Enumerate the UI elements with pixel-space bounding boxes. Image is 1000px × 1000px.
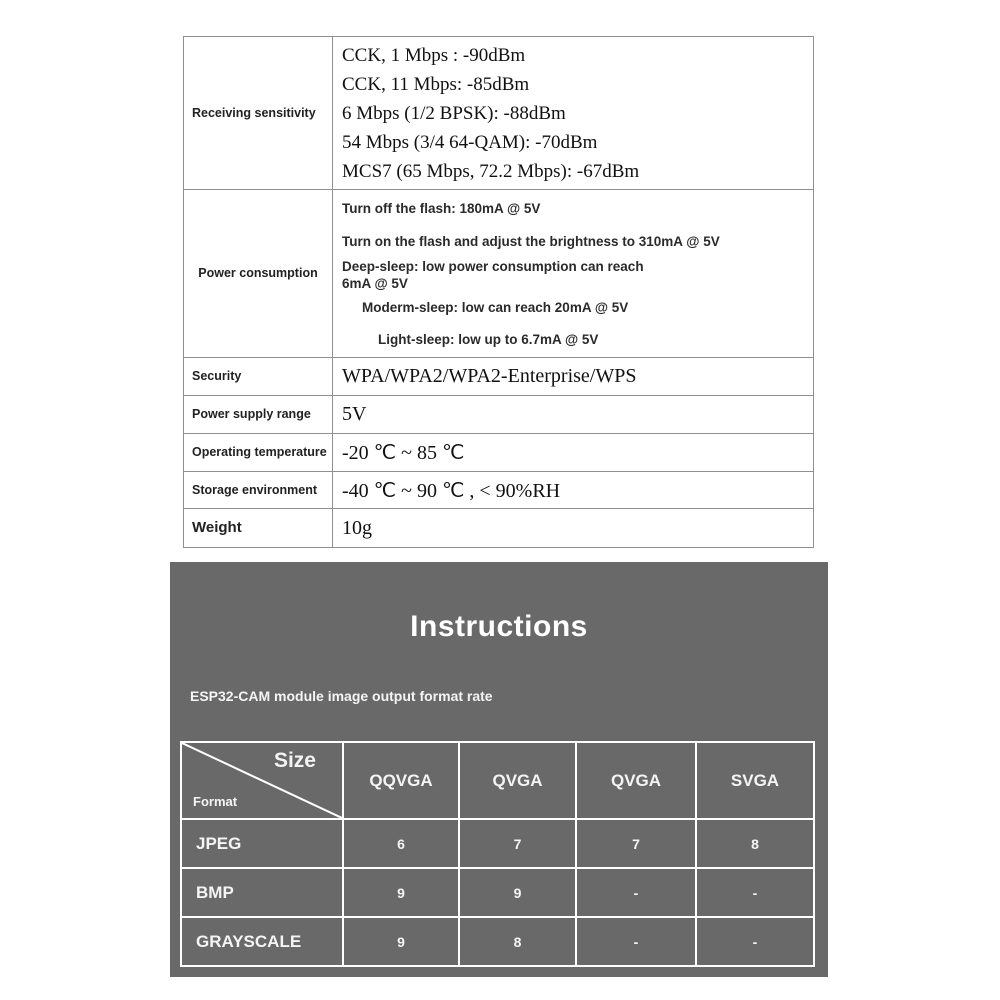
spec-label: Operating temperature bbox=[184, 434, 333, 471]
column-header: QQVGA bbox=[343, 742, 459, 819]
format-table-row-grayscale bbox=[181, 917, 814, 966]
spec-value-line: 6 Mbps (1/2 BPSK): -88dBm bbox=[342, 102, 566, 124]
spec-value-line: MCS7 (65 Mbps, 72.2 Mbps): -67dBm bbox=[342, 160, 640, 182]
column-header: SVGA bbox=[696, 742, 814, 819]
corner-size-label: Size bbox=[273, 749, 316, 772]
row-label: JPEG bbox=[181, 819, 343, 868]
spec-label: Power supply range bbox=[184, 396, 333, 433]
table-value: 7 bbox=[459, 819, 576, 868]
spec-value-line: CCK, 11 Mbps: -85dBm bbox=[342, 73, 530, 95]
spec-value-text: WPA/WPA2/WPA2-Enterprise/WPS bbox=[342, 365, 637, 387]
table-value: - bbox=[576, 868, 696, 917]
row-label: BMP bbox=[181, 868, 343, 917]
spec-value-text: 10g bbox=[342, 516, 372, 539]
table-value: 9 bbox=[343, 917, 459, 966]
spec-value bbox=[333, 396, 813, 433]
format-table-row-bmp bbox=[181, 868, 814, 917]
spec-label: Security bbox=[184, 358, 333, 395]
spec-value-text: 5V bbox=[342, 403, 367, 425]
table-value: 7 bbox=[576, 819, 696, 868]
spec-value-line: Turn off the flash: 180mA @ 5V bbox=[342, 200, 541, 216]
spec-table bbox=[183, 36, 814, 548]
spec-value bbox=[333, 358, 813, 395]
format-table-header-row bbox=[181, 742, 814, 819]
instructions-panel bbox=[170, 562, 828, 977]
spec-label: Receiving sensitivity bbox=[184, 37, 333, 189]
spec-value-line: Moderm-sleep: low can reach 20mA @ 5V bbox=[362, 299, 629, 315]
corner-cell bbox=[181, 742, 343, 819]
spec-row-operating-temperature bbox=[184, 434, 813, 472]
format-table-row-jpeg bbox=[181, 819, 814, 868]
spec-value bbox=[333, 509, 813, 547]
table-value: - bbox=[696, 917, 814, 966]
spec-label: Power consumption bbox=[184, 190, 333, 357]
spec-value-line: CCK, 1 Mbps : -90dBm bbox=[342, 44, 526, 66]
table-value: - bbox=[696, 868, 814, 917]
spec-row-storage-environment bbox=[184, 472, 813, 509]
spec-value-text: -40 ℃ ~ 90 ℃ , < 90%RH bbox=[342, 479, 561, 502]
table-value: 8 bbox=[696, 819, 814, 868]
table-value: 6 bbox=[343, 819, 459, 868]
column-header: QVGA bbox=[459, 742, 576, 819]
spec-row-weight bbox=[184, 509, 813, 547]
spec-label: Weight bbox=[184, 509, 333, 547]
corner-format-label: Format bbox=[193, 794, 238, 809]
table-value: 8 bbox=[459, 917, 576, 966]
column-header: QVGA bbox=[576, 742, 696, 819]
instructions-subtitle: ESP32-CAM module image output format rate bbox=[190, 688, 493, 704]
row-label: GRAYSCALE bbox=[181, 917, 343, 966]
spec-label: Storage environment bbox=[184, 472, 333, 508]
spec-value-text: -20 ℃ ~ 85 ℃ bbox=[342, 442, 465, 464]
spec-row-security bbox=[184, 358, 813, 396]
table-value: 9 bbox=[343, 868, 459, 917]
spec-value-line: Turn on the flash and adjust the brightness to 310mA @ 5V bbox=[342, 233, 720, 249]
spec-row-power-consumption bbox=[184, 190, 813, 358]
spec-value bbox=[333, 472, 813, 508]
spec-value-line: 6mA @ 5V bbox=[342, 275, 408, 291]
instructions-title: Instructions bbox=[410, 610, 588, 643]
spec-value-line: Light-sleep: low up to 6.7mA @ 5V bbox=[378, 331, 599, 347]
spec-row-receiving-sensitivity bbox=[184, 37, 813, 190]
spec-value-line: 54 Mbps (3/4 64-QAM): -70dBm bbox=[342, 131, 598, 153]
spec-value bbox=[333, 434, 813, 471]
table-value: 9 bbox=[459, 868, 576, 917]
spec-value bbox=[333, 37, 813, 189]
spec-value bbox=[333, 190, 813, 357]
spec-value-line: Deep-sleep: low power consumption can reach bbox=[342, 258, 644, 274]
table-value: - bbox=[576, 917, 696, 966]
spec-row-power-supply-range bbox=[184, 396, 813, 434]
format-rate-table bbox=[180, 741, 815, 967]
